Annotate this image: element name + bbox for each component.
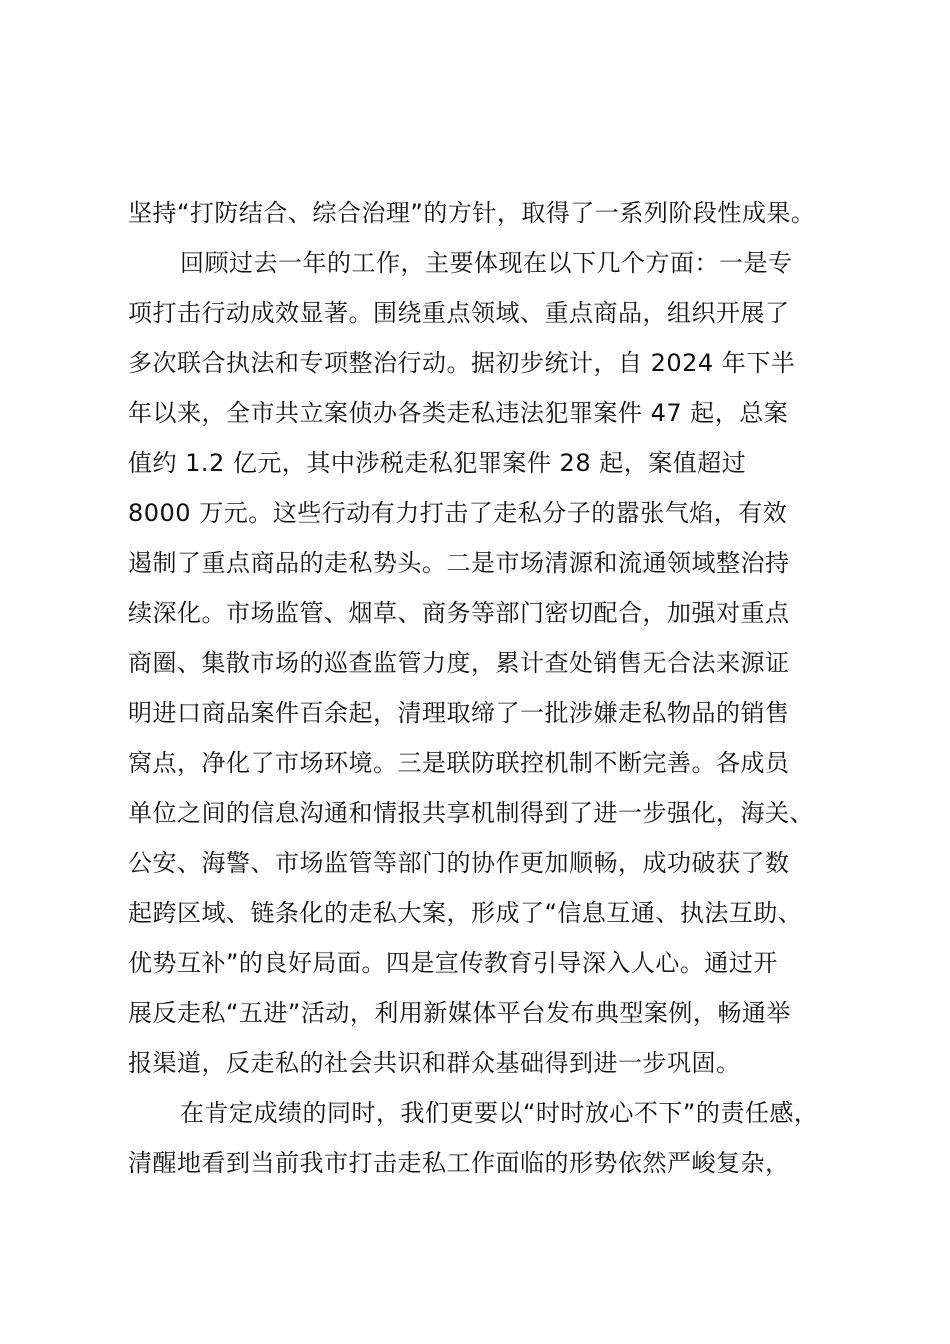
text-line: 明进口商品案件百余起，清理取缔了一批涉嫌走私物品的销售 [128,699,790,727]
text-line: 起跨区域、链条化的走私大案，形成了“信息互通、执法互助、 [128,899,803,927]
text-line: 8000 万元。这些行动有力打击了走私分子的嚣张气焰，有效 [128,499,788,527]
text-line: 报渠道，反走私的社会共识和群众基础得到进一步巩固。 [128,1049,741,1077]
text-line: 商圈、集散市场的巡查监管力度，累计查处销售无合法来源证 [128,649,790,677]
text-line: 窝点，净化了市场环境。三是联防联控机制不断完善。各成员 [128,749,790,777]
text-line: 项打击行动成效显著。围绕重点领域、重点商品，组织开展了 [128,299,790,327]
text-line: 值约 1.2 亿元，其中涉税走私犯罪案件 28 起，案值超过 [128,449,747,477]
body-text [128,188,828,1188]
paragraph-start-line: 在肯定成绩的同时，我们更要以“时时放心不下”的责任感， [180,1099,819,1127]
text-line: 清醒地看到当前我市打击走私工作面临的形势依然严峻复杂， [128,1149,790,1177]
text-line: 单位之间的信息沟通和情报共享机制得到了进一步强化，海关、 [128,799,814,827]
text-line: 年以来，全市共立案侦办各类走私违法犯罪案件 47 起，总案 [128,399,789,427]
text-line: 遏制了重点商品的走私势头。二是市场清源和流通领域整治持 [128,549,790,577]
text-line: 展反走私“五进”活动，利用新媒体平台发布典型案例，畅通举 [128,999,791,1027]
text-line: 多次联合执法和专项整治行动。据初步统计，自 2024 年下半 [128,349,796,377]
text-line: 坚持“打防结合、综合治理”的方针，取得了一系列阶段性成果。 [128,199,816,227]
paragraph-start-line: 回顾过去一年的工作，主要体现在以下几个方面：一是专 [180,249,793,277]
text-line: 公安、海警、市场监管等部门的协作更加顺畅，成功破获了数 [128,849,790,877]
text-line: 续深化。市场监管、烟草、商务等部门密切配合，加强对重点 [128,599,790,627]
text-line: 优势互补”的良好局面。四是宣传教育引导深入人心。通过开 [128,949,778,977]
